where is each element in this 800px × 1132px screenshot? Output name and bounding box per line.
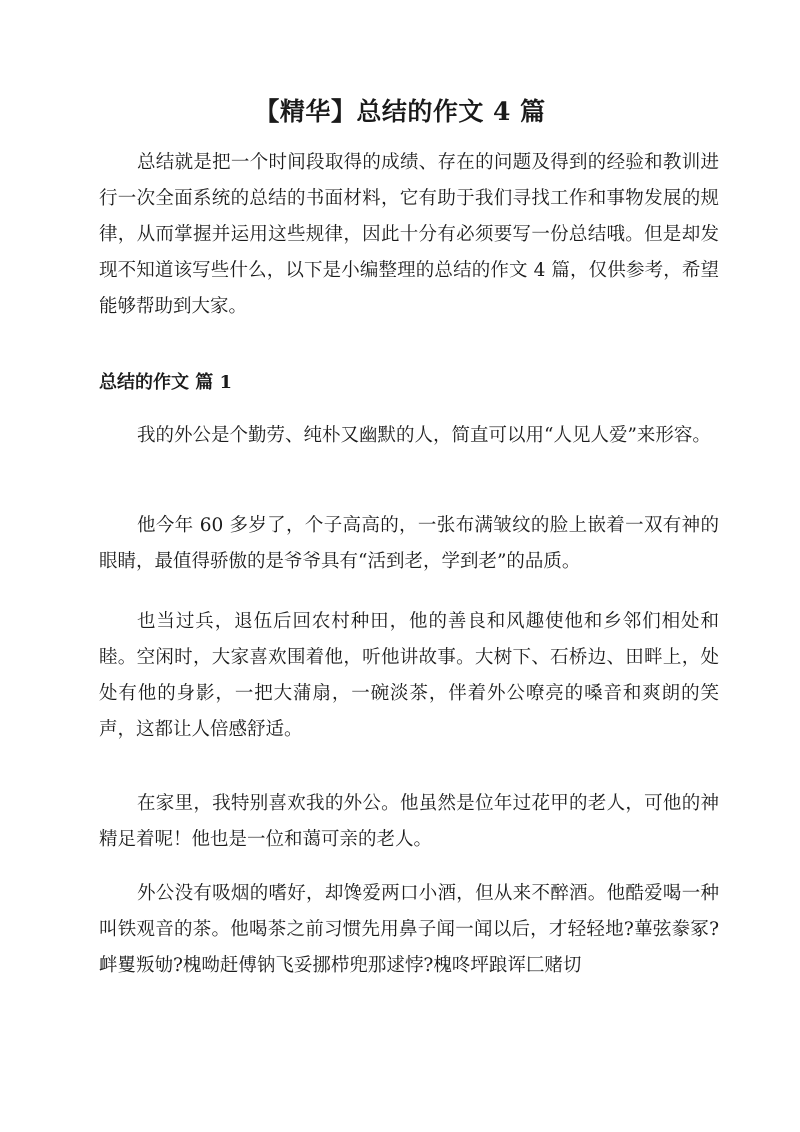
section-heading: 总结的作文 篇 1 [99, 372, 233, 393]
intro-paragraph: 总结就是把一个时间段取得的成绩、存在的问题及得到的经验和教训进行一次全面系统的总结的书面材料，它有助于我们寻找工作和事物发展的规律，从而掌握并运用这些规律，因此十分有必须要写一份总结哦。但是却发现不知道该写些什么，以下是小编整理的总结的作文 4 篇，仅供参考，希望能够帮助到大家。 [99, 152, 719, 317]
body-paragraph-4: 在家里，我特别喜欢我的外公。他虽然是位年过花甲的老人，可他的神精足着呢！他也是一位和蔼可亲的老人。 [99, 793, 719, 850]
document-title: 【精华】总结的作文 4 篇 [254, 97, 546, 126]
body-paragraph-2: 他今年 60 多岁了，个子高高的，一张布满皱纹的脸上嵌着一双有神的眼睛，最值得骄傲的是爷爷具有“活到老，学到老”的品质。 [99, 515, 719, 572]
body-paragraph-1: 我的外公是个勤劳、纯朴又幽默的人，简直可以用“人见人爱”来形容。 [137, 425, 711, 446]
body-paragraph-5: 外公没有吸烟的嗜好，却馋爱两口小酒，但从来不醉酒。他酷爱喝一种叫铁观音的茶。他喝茶之前习惯先用鼻子闻一闻以后，才轻轻地?蓽弦豢冢?衅矍叛劬?槐呦赶傅钠飞妥挪栉兜那逑悖?槐咚坪踉诨匚赌切 [99, 883, 719, 976]
body-paragraph-3: 也当过兵，退伍后回农村种田，他的善良和风趣使他和乡邻们相处和睦。空闲时，大家喜欢围着他，听他讲故事。大树下、石桥边、田畔上，处处有他的身影，一把大蒲扇，一碗淡茶，伴着外公嘹亮的嗓音和爽朗的笑声，这都让人倍感舒适。 [99, 611, 719, 740]
